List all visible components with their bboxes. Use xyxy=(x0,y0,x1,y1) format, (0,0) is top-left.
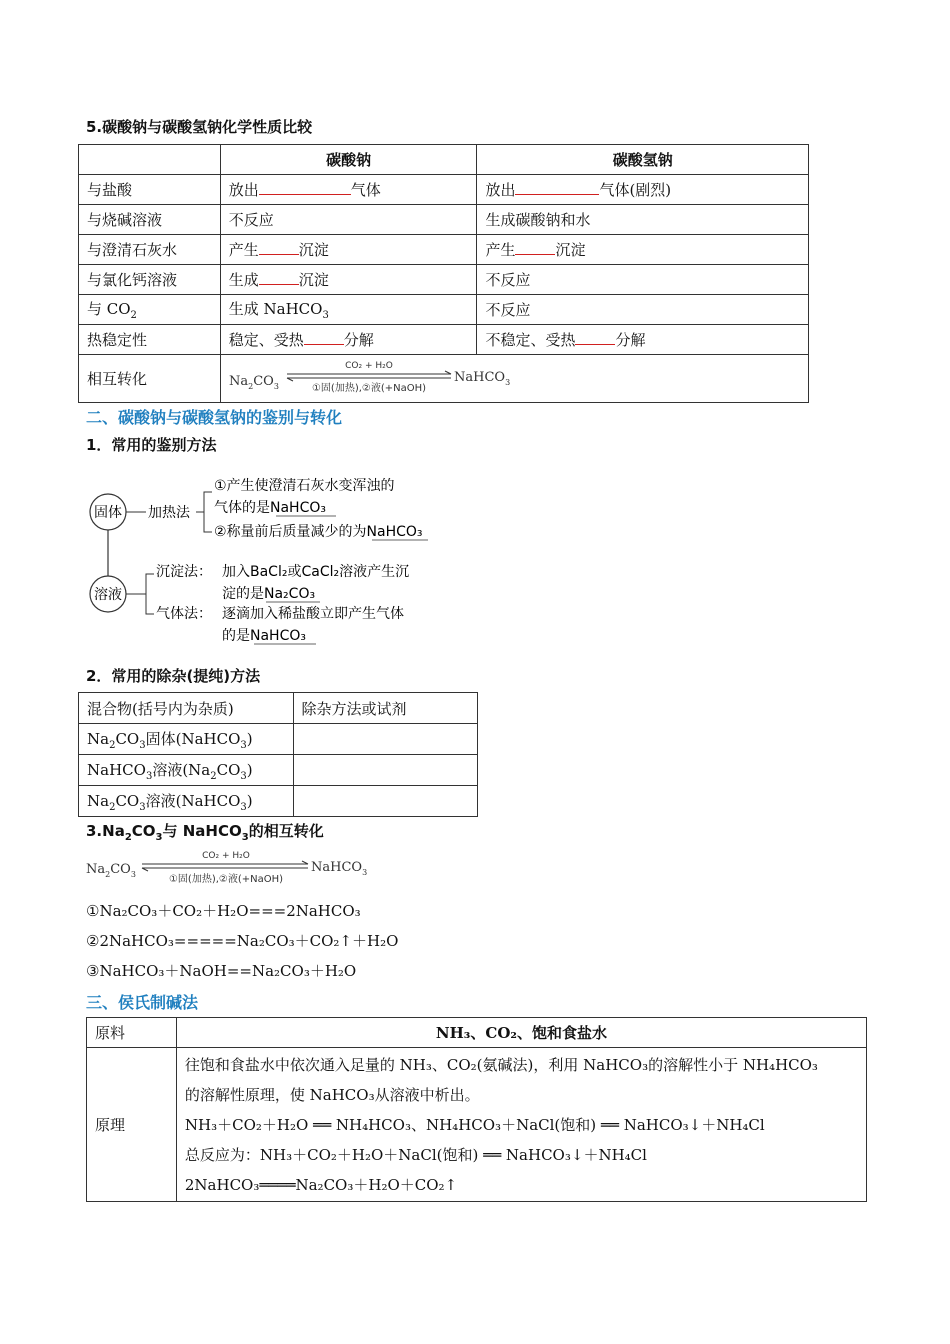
principle-line: 的溶解性原理，使 NaHCO₃从溶液中析出。 xyxy=(184,1085,480,1104)
cell xyxy=(220,325,477,355)
heat-item: ②称量前后质量减少的为NaHCO₃ xyxy=(214,524,423,540)
header-cell xyxy=(79,145,221,175)
cell-text: 沉淀 xyxy=(298,271,329,289)
identification-subtitle: 1．常用的鉴别方法 xyxy=(86,436,217,454)
cell xyxy=(220,295,477,325)
cell-text: 气体 xyxy=(350,181,381,199)
answer-cell xyxy=(293,786,477,817)
row-label: 相互转化 xyxy=(79,355,221,403)
conversion-subtitle: $3.Na_2CO_3$与 NaHCO$_3$的相互转化 xyxy=(86,822,324,843)
conversion-diagram xyxy=(229,357,529,401)
table-row xyxy=(79,265,809,295)
cell-text: 生成 xyxy=(228,271,259,289)
section5-title: 5.碳酸钠与碳酸氢钠化学性质比较 xyxy=(86,118,313,136)
cell-text: 沉淀 xyxy=(298,241,329,259)
arrow-bottom-label: ①固(加热),②液(+NaOH) xyxy=(311,382,426,394)
row-label: 与澄清石灰水 xyxy=(79,235,221,265)
cell-text: 产生 xyxy=(228,241,259,259)
answer-cell xyxy=(293,724,477,755)
arrow-top-label: CO₂ + H₂O xyxy=(202,851,250,861)
cell: 不反应 xyxy=(477,265,809,295)
bracket xyxy=(204,492,212,532)
cell-text: 放出 xyxy=(485,181,516,199)
row-label: 原理 xyxy=(87,1048,177,1202)
cell-text: 放出 xyxy=(228,181,259,199)
conversion-diagram-2 xyxy=(86,846,386,890)
left-formula: $Na_2CO_3$ xyxy=(228,373,279,391)
cell-text: 分解 xyxy=(615,331,646,349)
equation-1: ①Na₂CO₃＋CO₂＋H₂O===2NaHCO₃ xyxy=(86,902,361,920)
bracket xyxy=(146,574,154,614)
row-label: 与盐酸 xyxy=(79,175,221,205)
identification-diagram xyxy=(84,470,444,650)
principle-line: 往饱和食盐水中依次通入足量的 NH₃、CO₂(氨碱法)，利用 NaHCO₃的溶解性小于 NH₄HCO₃ xyxy=(184,1055,818,1074)
answer-blank xyxy=(304,330,344,345)
table-row xyxy=(79,786,478,817)
liquid-label: 溶液 xyxy=(94,587,122,603)
principle-cell xyxy=(176,1048,866,1202)
cell-text: 与 CO xyxy=(87,300,131,318)
section2-title: 二、碳酸钠与碳酸氢钠的鉴别与转化 xyxy=(86,408,343,427)
header-cell: 除杂方法或试剂 xyxy=(293,693,477,724)
left-formula: $Na_2CO_3$ xyxy=(86,862,136,879)
cell: $Na_2CO_3$固体(NaHCO$_3$) xyxy=(79,724,294,755)
cell-text: 不稳定、受热 xyxy=(485,331,576,349)
cell: 不反应 xyxy=(220,205,477,235)
table-row xyxy=(87,1048,867,1202)
table-row xyxy=(79,205,809,235)
table-row xyxy=(79,724,478,755)
header-cell: 碳酸钠 xyxy=(220,145,477,175)
table-header-row xyxy=(79,145,809,175)
table-header-row xyxy=(79,693,478,724)
arrow-bottom-label: ①固(加热),②液(+NaOH) xyxy=(168,874,284,885)
principle-line: 总反应为：NH₃＋CO₂＋H₂O＋NaCl(饱和) ══ NaHCO₃↓＋NH₄Cl xyxy=(184,1145,647,1164)
cell xyxy=(477,325,809,355)
equation-2: ②2NaHCO₃=====Na₂CO₃＋CO₂↑＋H₂O xyxy=(86,932,399,950)
table-row xyxy=(79,755,478,786)
precip-item: 淀的是Na₂CO₃ xyxy=(222,586,316,602)
subscript: 2 xyxy=(130,310,137,321)
precip-item: 加入BaCl₂或CaCl₂溶液产生沉 xyxy=(222,564,410,580)
cell-text: 分解 xyxy=(343,331,374,349)
cell xyxy=(220,175,477,205)
cell-text: 沉淀 xyxy=(555,241,586,259)
answer-blank xyxy=(575,330,615,345)
gas-method: 气体法： xyxy=(156,606,212,622)
subscript: 3 xyxy=(322,310,329,321)
cell xyxy=(220,235,477,265)
header-cell: 碳酸氢钠 xyxy=(477,145,809,175)
gas-item: 的是NaHCO₃ xyxy=(222,628,306,644)
principle-line: NH₃＋CO₂＋H₂O ══ NH₄HCO₃、NH₄HCO₃＋NaCl(饱和) ══ NaHCO₃↓＋NH₄Cl xyxy=(184,1115,765,1134)
answer-blank xyxy=(259,270,299,285)
raw-materials: NH₃、CO₂、饱和食盐水 xyxy=(176,1018,866,1048)
cell: NaHCO$_3$溶液$(Na_2CO_3)$ xyxy=(79,755,294,786)
hou-process-table xyxy=(86,1017,867,1202)
gas-item: 逐滴加入稀盐酸立即产生气体 xyxy=(222,606,404,622)
answer-blank xyxy=(259,180,351,195)
answer-blank xyxy=(515,240,555,255)
cell xyxy=(220,265,477,295)
table-row xyxy=(79,295,809,325)
cell xyxy=(477,175,809,205)
principle-line: 2NaHCO₃════Na₂CO₃＋H₂O＋CO₂↑ xyxy=(184,1175,458,1194)
table-row xyxy=(79,325,809,355)
table-row xyxy=(79,355,809,403)
solid-label: 固体 xyxy=(94,505,122,521)
header-cell: 混合物(括号内为杂质) xyxy=(79,693,294,724)
table-row xyxy=(79,235,809,265)
cell-text: 稳定、受热 xyxy=(228,331,304,349)
row-label: 与烧碱溶液 xyxy=(79,205,221,235)
cell-text: 气体(剧烈) xyxy=(599,181,672,199)
table-row xyxy=(79,175,809,205)
precip-method: 沉淀法： xyxy=(156,564,212,580)
right-formula: NaHCO$_3$ xyxy=(453,369,510,387)
equation-3: ③NaHCO₃＋NaOH==Na₂CO₃＋H₂O xyxy=(86,962,357,980)
row-label: 热稳定性 xyxy=(79,325,221,355)
comparison-table xyxy=(78,144,809,403)
purify-table xyxy=(78,692,478,817)
heat-item: ①产生使澄清石灰水变浑浊的 xyxy=(214,478,395,494)
row-label: 与氯化钙溶液 xyxy=(79,265,221,295)
heat-method: 加热法 xyxy=(148,505,190,521)
answer-blank xyxy=(515,180,599,195)
section3-title: 三、侯氏制碱法 xyxy=(86,993,199,1012)
cell-text: 生成 NaHCO xyxy=(228,300,323,318)
cell: $Na_2CO_3$溶液(NaHCO$_3$) xyxy=(79,786,294,817)
row-label xyxy=(79,295,221,325)
cell: 生成碳酸钠和水 xyxy=(477,205,809,235)
answer-cell xyxy=(293,755,477,786)
heat-item: 气体的是NaHCO₃ xyxy=(214,500,326,516)
table-row xyxy=(87,1018,867,1048)
purify-subtitle: 2．常用的除杂(提纯)方法 xyxy=(86,667,261,685)
cell-text: 产生 xyxy=(485,241,516,259)
answer-blank xyxy=(259,240,299,255)
right-formula: NaHCO$_3$ xyxy=(311,860,368,877)
cell: 不反应 xyxy=(477,295,809,325)
cell xyxy=(477,235,809,265)
row-label: 原料 xyxy=(87,1018,177,1048)
arrow-top-label: CO₂ + H₂O xyxy=(344,360,393,371)
conversion-cell xyxy=(220,355,808,403)
